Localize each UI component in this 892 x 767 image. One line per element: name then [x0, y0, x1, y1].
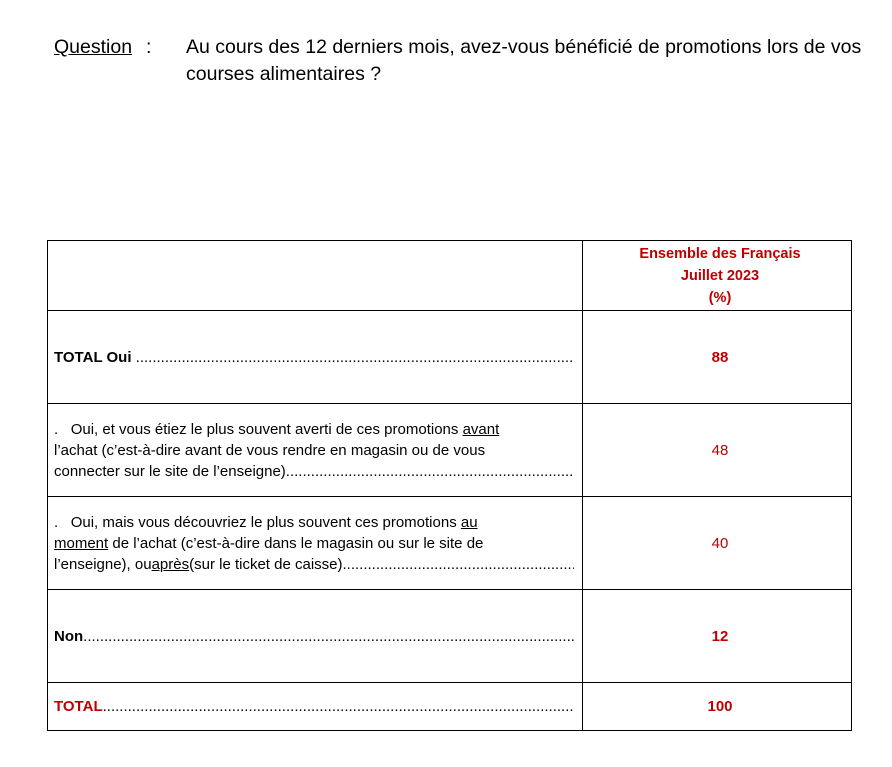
table-row-total-oui — [48, 311, 852, 404]
row-label-cell — [48, 683, 583, 731]
row-value-total-oui: 88 — [583, 311, 852, 404]
row-label-cell — [48, 497, 583, 590]
header-line-population: Ensemble des Français — [639, 245, 801, 262]
row-label-oui-moment: . Oui, mais vous découvriez le plus souvent ces promotions au moment de l’achat (c’est-à-dire dans le magasin ou sur le site de l’enseigne), ou après (sur le ticket de caisse) ..... — [54, 512, 582, 575]
dot-leader — [136, 349, 574, 366]
row-label-total-oui: TOTAL Oui — [54, 348, 132, 366]
header-line-unit: (%) — [708, 289, 732, 306]
results-table — [47, 240, 852, 731]
row-label-cell — [48, 590, 583, 683]
header-empty-cell — [48, 241, 583, 311]
table-row-oui-moment — [48, 497, 852, 590]
table-header-row — [48, 241, 852, 311]
row-value-oui-avant: 48 — [583, 404, 852, 497]
dot-leader — [286, 461, 574, 482]
header-line-date: Juillet 2023 — [680, 267, 760, 284]
row-value-non: 12 — [583, 590, 852, 683]
dot-leader — [343, 554, 575, 575]
header-column-cell — [583, 241, 852, 311]
row-value-total: 100 — [583, 683, 852, 731]
row-value-oui-moment: 40 — [583, 497, 852, 590]
question-colon: : — [146, 36, 152, 58]
table-row-oui-avant — [48, 404, 852, 497]
table-row-total — [48, 683, 852, 731]
row-label-non: Non — [54, 627, 84, 645]
row-label-total: TOTAL — [54, 698, 103, 715]
table-row-non — [48, 590, 852, 683]
question-text: Au cours des 12 derniers mois, avez-vous bénéficié de promotions lors de vos courses alimentaires ? — [186, 36, 862, 85]
row-label-oui-avant: . Oui, et vous étiez le plus souvent averti de ces promotions avant l’achat (c’est-à-dire avant de vous rendre en magasin ou de vous connecter sur le site de l’enseigne) ..... — [54, 419, 582, 482]
row-label-cell — [48, 404, 583, 497]
dot-leader — [83, 628, 574, 645]
question-label: Question — [54, 36, 133, 58]
row-label-cell — [48, 311, 583, 404]
dot-leader — [103, 698, 574, 715]
